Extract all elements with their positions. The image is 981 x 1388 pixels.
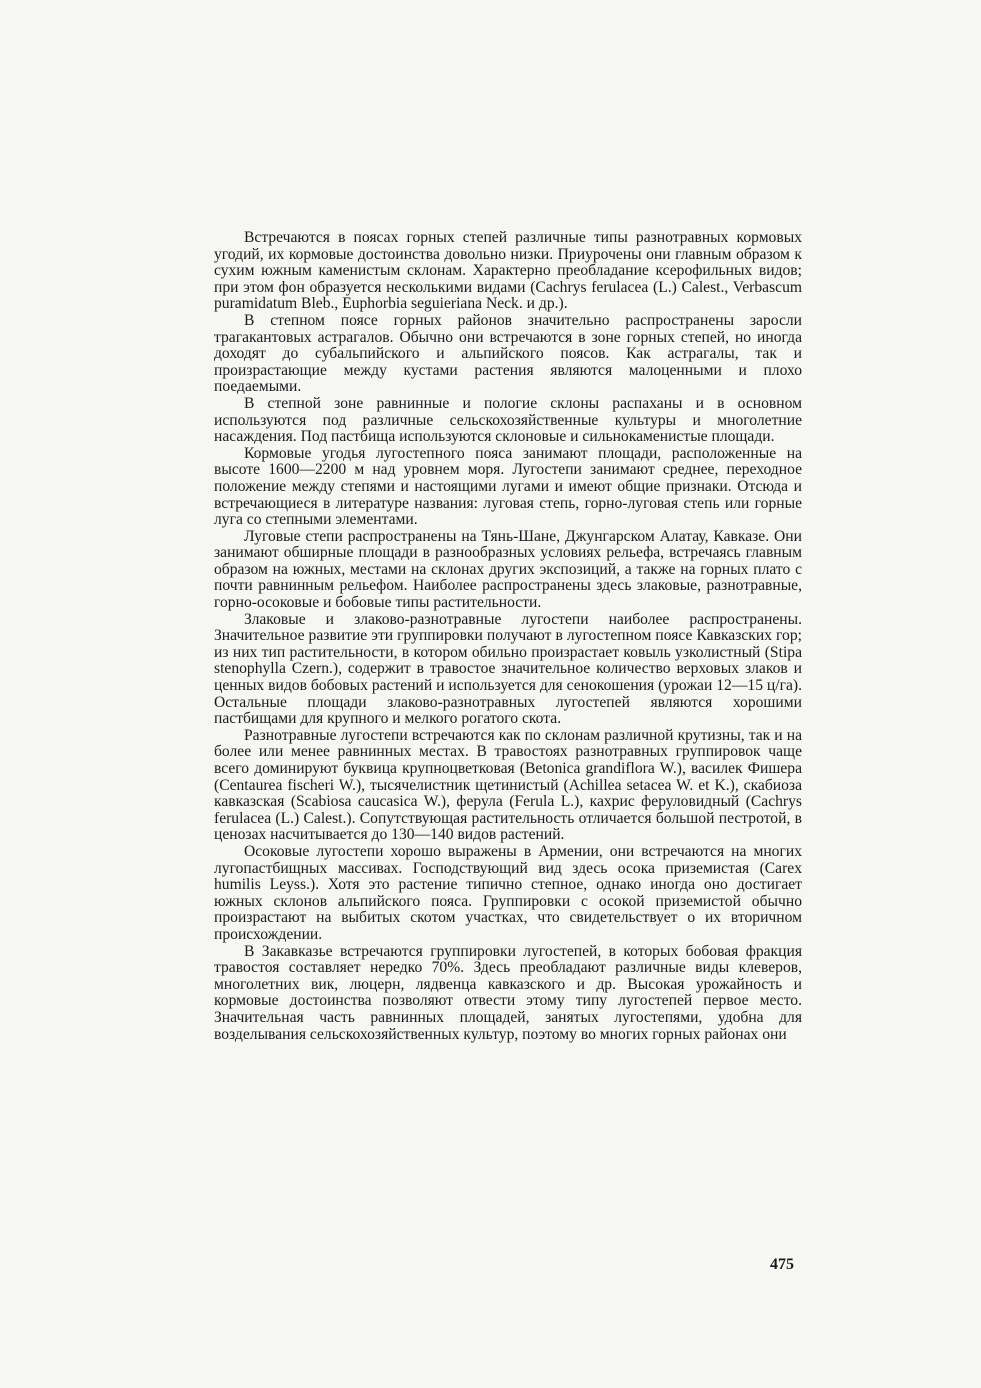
paragraph: В степной зоне равнинные и пологие склоны распаханы и в основном используются под различные сельскохозяйственные культуры и многолетние насаждения. Под пастбища используются склоновые и сильнокаменистые площади.: [214, 394, 802, 446]
paragraph: Злаковые и злаково-разнотравные лугостепи наиболее распространены. Значительное развитие эти группировки получают в лугостепном поясе Кавказских гор; из них тип растительности, в котором обильно произрастает ковыль узколистный (Stipa stenophylla Czern.), содержит в травостое значительное количество верховых злаков и ценных видов бобовых растений и используется для сенокошения (урожаи 12—15 ц/га). Остальные площади злаково-разнотравных лугостепей являются хорошими пастбищами для крупного и мелкого рогатого скота.: [214, 610, 802, 728]
paragraph: Разнотравные лугостепи встречаются как по склонам различной крутизны, так и на более или менее равнинных местах. В травостоях разнотравных группировок чаще всего доминируют буквица крупноцветковая (Betonica grandiflora W.), василек Фишера (Centaurea fischeri W.), тысячелистник щетинистый (Achillea setacea W. et K.), скабиоза кавказская (Scabiosa caucasica W.), ферула (Ferula L.), кахрис феруловидный (Cachrys ferulacea (L.) Calest.). Сопутствующая растительность отличается большой пестротой, в ценозах насчитывается до 130—140 видов растений.: [214, 726, 802, 844]
body-text: [214, 230, 802, 1043]
paragraph: Встречаются в поясах горных степей различные типы разнотравных кормовых угодий, их кормовые достоинства довольно низки. Приурочены они главным образом к сухим южным каменистым склонам. Характерно преобладание ксерофильных видов; при этом фон образуется несколькими видами (Cachrys ferulacea (L.) Calest., Verbascum puramidatum Bleb., Euphorbia seguieriana Neck. и др.).: [214, 229, 802, 313]
paragraph: В степном поясе горных районов значительно распространены заросли трагакантовых астрагалов. Обычно они встречаются в зоне горных степей, но иногда доходят до субальпийского и альпийского поясов. Как астрагалы, так и произрастающие между кустами растения являются малоценными и плохо поедаемыми.: [214, 311, 802, 396]
paragraph: В Закавказье встречаются группировки лугостепей, в которых бобовая фракция травостоя составляет нередко 70%. Здесь преобладают различные виды клеверов, многолетних вик, люцерн, лядвенца кавказского и др. Высокая урожайность и кормовые достоинства позволяют отвести этому типу лугостепей первое место. Значительная часть равнинных площадей, занятых лугостепями, удобна для возделывания сельскохозяйственных культур, поэтому во многих горных районах они: [214, 942, 802, 1043]
paragraph: Луговые степи распространены на Тянь-Шане, Джунгарском Алатау, Кавказе. Они занимают обширные площади в разнообразных условиях рельефа, встречаясь главным образом на южных, местами на склонах других экспозиций, а также на горных плато с почти равнинным рельефом. Наиболее распространены здесь злаковые, разнотравные, горно-осоковые и бобовые типы растительности.: [214, 527, 802, 612]
page-number: 475: [770, 1256, 794, 1273]
paragraph: Осоковые лугостепи хорошо выражены в Армении, они встречаются на многих лугопастбищных массивах. Господствующий вид здесь осока приземистая (Carex humilis Leyss.). Хотя это растение типично степное, однако иногда оно достигает южных склонов альпийского пояса. Группировки с осокой приземистой обычно произрастают на выбитых скотом участках, что свидетельствует о их вторичном происхождении.: [214, 842, 802, 943]
paragraph: Кормовые угодья лугостепного пояса занимают площади, расположенные на высоте 1600—2200 м над уровнем моря. Лугостепи занимают среднее, переходное положение между степями и настоящими лугами и имеют общие признаки. Отсюда и встречающиеся в литературе названия: луговая степь, горно-луговая степь или горные луга со степными элементами.: [214, 444, 802, 529]
